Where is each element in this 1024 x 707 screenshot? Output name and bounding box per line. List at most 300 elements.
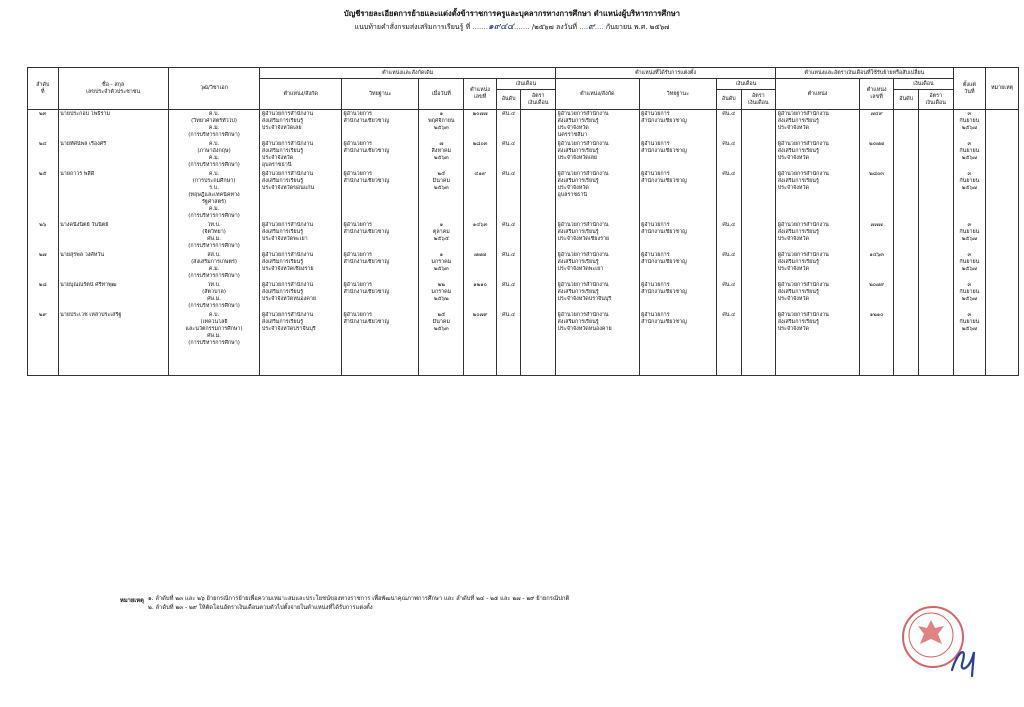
cell-old-grade-line: ศน.๔ [502, 282, 516, 288]
cell-move-position-line: ผู้อำนวยการสำนักงาน [777, 141, 829, 147]
cell-new-rate [741, 281, 776, 311]
cell-old-position-line: ผู้อำนวยการสำนักงาน [261, 171, 314, 177]
cell-degree-line: วท.บ. [207, 222, 221, 228]
cell-name [58, 110, 168, 141]
cell-new-academic-line: ผู้อำนวยการ [641, 282, 670, 288]
cell-move-position-line: ผู้อำนวยการสำนักงาน [777, 222, 829, 228]
cell-no-line: ๒๗ [38, 252, 47, 258]
cell-move-grade [894, 281, 918, 311]
cell-old-pos-no [464, 281, 497, 311]
cell-old-position-line: ประจำจังหวัดพะเยา [261, 236, 308, 242]
cell-old-pos-no-line: ๒๐๗๙ [472, 312, 488, 318]
cell-new-rate [741, 140, 776, 170]
cell-old-pos-no-line: ๑๒๑๐ [473, 282, 487, 288]
cell-old-position-line: ประจำจังหวัดเลย [261, 125, 302, 131]
cell-effective [953, 170, 986, 221]
cell-effective-line: ๓ [967, 111, 972, 117]
cell-old-position-line: ผู้อำนวยการสำนักงาน [261, 111, 314, 117]
cell-new-position-line: ส่งเสริมการเรียนรู้ [557, 178, 599, 184]
cell-move-pos-no-line: ๒๐๗๙ [869, 282, 885, 288]
cell-effective-line: กันยายน [959, 259, 980, 265]
cell-remark [986, 110, 1019, 141]
date-rest: กันยายน พ.ศ. ๒๕๖๗ [605, 23, 670, 31]
cell-old-grade [496, 281, 520, 311]
cell-no [28, 221, 59, 251]
cell-old-pos-no [464, 140, 497, 170]
cell-old-grade [496, 251, 520, 281]
cell-name-line: นายทัศน์พล เรืองศรี [60, 141, 107, 147]
cell-move-grade [894, 251, 918, 281]
cell-effective-line: ๒๕๖๗ [961, 125, 977, 131]
cell-new-position-line: อุบลราชธานี [557, 192, 588, 198]
cell-new-academic-line: สำนักงานเชี่ยวชาญ [641, 118, 687, 124]
cell-new-academic [639, 110, 716, 141]
cell-degree-line: ร.บ. [209, 185, 219, 191]
cell-move-pos-no [859, 311, 894, 376]
cell-new-rate [741, 251, 776, 281]
cell-new-academic-line: ผู้อำนวยการ [641, 222, 670, 228]
header-effective: ตั้งแต่ วันที่ [953, 68, 986, 110]
cell-old-position-line: ประจำจังหวัดขอนแก่น [261, 185, 315, 191]
cell-old-position [260, 221, 342, 251]
header-group-old: ตำแหน่งและสังกัดเดิม [260, 68, 556, 79]
cell-old-since-line: มกราคม [431, 259, 452, 265]
cell-degree-line: ค.ม. [208, 155, 220, 161]
cell-effective-line: กันยายน [959, 118, 980, 124]
order-day: ๙ [588, 22, 595, 32]
cell-new-academic [639, 170, 716, 221]
cell-degree-line: (ทฤษฎีและเทคนิคทาง [188, 192, 240, 198]
cell-old-pos-no-line: ๒๘๐๓ [472, 141, 488, 147]
cell-old-rate [521, 311, 556, 376]
cell-old-pos-no-line: ๒๐๗๗ [472, 111, 488, 117]
cell-old-pos-no [464, 110, 497, 141]
cell-old-since-line: ๒๕๖๕ [433, 236, 449, 242]
cell-old-grade-line: ศน.๔ [502, 222, 516, 228]
header-move-pos-no: ตำแหน่ง เลขที่ [859, 79, 894, 110]
cell-move-pos-no-line: ๒๘๐๓ [869, 171, 884, 177]
cell-effective-line: ๒๕๖๗ [961, 185, 977, 191]
cell-new-grade [717, 251, 741, 281]
cell-old-pos-no [464, 221, 497, 251]
cell-degree-line: (การบริหารการศึกษา) [188, 162, 240, 168]
cell-degree [168, 110, 260, 141]
cell-move-rate [918, 110, 953, 141]
cell-move-rate [918, 140, 953, 170]
cell-new-position-line: ประจำจังหวัดเชียงราย [557, 236, 610, 242]
cell-new-rate [741, 311, 776, 376]
cell-degree-line: (ภาษาอังกฤษ) [197, 148, 231, 154]
cell-old-position-line: ผู้อำนวยการสำนักงาน [261, 282, 314, 288]
cell-new-position-line: ส่งเสริมการเรียนรู้ [557, 148, 599, 154]
header-old-since: เมื่อวันที่ [419, 79, 464, 110]
cell-degree-line: (การบริหารการศึกษา) [188, 213, 240, 219]
cell-degree-line: (สัตวบาล) [202, 289, 226, 295]
cell-new-position-line: ส่งเสริมการเรียนรู้ [557, 259, 599, 265]
cell-move-rate [918, 281, 953, 311]
cell-new-grade [717, 170, 741, 221]
cell-effective-line: ๓ [967, 252, 972, 258]
header-move-grade: อันดับ [894, 90, 918, 110]
cell-new-position-line: ส่งเสริมการเรียนรู้ [557, 289, 599, 295]
cell-degree-line: ค.บ. [208, 312, 220, 318]
header-group-move: ตำแหน่งและอัตราเงินเดือนที่ใช้รับย้ายหรือสับเปลี่ยน [776, 68, 953, 79]
cell-old-since-line: ๒๕๖๓ [433, 266, 449, 272]
cell-effective-line: ๒๕๖๗ [961, 155, 977, 161]
cell-remark [986, 221, 1019, 251]
cell-move-rate [918, 221, 953, 251]
cell-old-academic-line: สำนักงานเชี่ยวชาญ [343, 148, 390, 154]
cell-new-rate [741, 170, 776, 221]
cell-old-academic [341, 140, 418, 170]
cell-new-position [556, 281, 640, 311]
cell-old-academic-line: สำนักงานเชี่ยวชาญ [343, 289, 390, 295]
cell-old-rate [521, 140, 556, 170]
signature [948, 640, 982, 680]
cell-move-position-line: ส่งเสริมการเรียนรู้ [777, 118, 819, 124]
cell-move-pos-no [859, 110, 894, 141]
cell-old-position [260, 281, 342, 311]
cell-old-academic-line: ผู้อำนวยการ [343, 252, 372, 258]
cell-old-position-line: ส่งเสริมการเรียนรู้ [261, 178, 304, 184]
cell-old-since-line: ๒๒ [437, 282, 445, 288]
cell-move-pos-no [859, 140, 894, 170]
cell-effective-line: ๒๕๖๗ [961, 296, 977, 302]
cell-move-position [776, 251, 860, 281]
header-new-rate: อัตรา เงินเดือน [741, 90, 776, 110]
cell-old-grade [496, 311, 520, 376]
cell-old-academic-line: สำนักงานเชี่ยวชาญ [343, 259, 390, 265]
cell-effective-line: ๒๕๖๗ [961, 236, 977, 242]
cell-degree [168, 251, 260, 281]
cell-effective-line: ๓ [967, 171, 972, 177]
cell-name-line: นายประเวช เหล่าประเสริฐ [60, 312, 122, 318]
cell-no [28, 170, 59, 221]
cell-move-position-line: ประจำจังหวัด [777, 155, 809, 161]
cell-move-position [776, 170, 860, 221]
cell-old-academic [341, 281, 418, 311]
cell-no-line: ๒๙ [39, 312, 47, 318]
cell-effective-line: กันยายน [959, 289, 980, 295]
cell-old-since-line: ๑ [439, 252, 444, 258]
table-row [28, 311, 1019, 376]
cell-new-position-line: ผู้อำนวยการสำนักงาน [557, 252, 609, 258]
cell-old-since-line: ตุลาคม [432, 229, 450, 235]
cell-old-pos-no-line: ๗๗๗ [474, 252, 487, 258]
cell-old-academic [341, 251, 418, 281]
cell-old-since [419, 251, 464, 281]
header-old-salary: เงินเดือน [496, 79, 555, 90]
cell-new-academic-line: ผู้อำนวยการ [641, 141, 670, 147]
cell-old-pos-no-line: ๔๑๙ [474, 171, 486, 177]
cell-old-since-line: มีนาคม [432, 319, 451, 325]
cell-move-position-line: ประจำจังหวัด [777, 326, 809, 332]
cell-move-position-line: ประจำจังหวัด [777, 236, 809, 242]
cell-new-academic [639, 221, 716, 251]
cell-new-position-line: ประจำจังหวัด [557, 185, 589, 191]
cell-old-academic [341, 221, 418, 251]
cell-new-position-line: ผู้อำนวยการสำนักงาน [557, 312, 609, 318]
cell-old-position-line: ประจำจังหวัด [261, 155, 294, 161]
cell-new-position-line: ส่งเสริมการเรียนรู้ [557, 118, 599, 124]
cell-move-position-line: ผู้อำนวยการสำนักงาน [777, 171, 829, 177]
cell-old-grade [496, 110, 520, 141]
cell-effective [953, 221, 986, 251]
cell-degree-line: ศษ.ม. [207, 236, 222, 242]
cell-old-academic-line: สำนักงานเชี่ยวชาญ [343, 229, 390, 235]
cell-new-grade-line: ศน.๔ [722, 222, 736, 228]
order-year: /๒๕๖๗ [531, 23, 554, 31]
cell-effective-line: กันยายน [959, 319, 980, 325]
cell-old-position-line: ส่งเสริมการเรียนรู้ [261, 289, 304, 295]
cell-no-line: ๒๖ [39, 222, 47, 228]
cell-new-position [556, 110, 640, 141]
cell-old-academic-line: สำนักงานเชี่ยวชาญ [343, 118, 390, 124]
cell-new-academic-line: ผู้อำนวยการ [641, 312, 670, 318]
cell-new-academic [639, 281, 716, 311]
cell-old-position-line: อุบลราชธานี [261, 162, 292, 168]
cell-degree-line: (วิทยาศาสตร์ทั่วไป) [191, 118, 237, 124]
cell-new-position-line: ผู้อำนวยการสำนักงาน [557, 222, 609, 228]
cell-old-since-line: มกราคม [431, 289, 452, 295]
cell-degree [168, 140, 260, 170]
header-move-rate: อัตรา เงินเดือน [918, 90, 953, 110]
cell-old-grade-line: ศน.๔ [502, 171, 516, 177]
cell-new-position-line: ประจำจังหวัด [557, 125, 589, 131]
cell-move-position-line: ประจำจังหวัด [777, 296, 809, 302]
header-new-position: ตำแหน่ง/สังกัด [556, 79, 640, 110]
note-item-1: ๑. ลำดับที่ ๒๓ และ ๒๖ ย้ายกรณีการย้ายเพื่อความเหมาะสมและประโยชน์ของทางราชการ เพื่อพัฒนาคุณภาพการศึกษา และ ลำดับที่ ๒๔ - ๒๕ และ ๒๗ - ๒๙ ย้ายกรณีปกติ [148, 596, 570, 602]
cell-move-grade [894, 170, 918, 221]
cell-new-position-line: นครราชสีมา [557, 132, 588, 138]
cell-degree-line: สส.บ. [207, 252, 221, 258]
cell-move-position [776, 221, 860, 251]
table-row [28, 251, 1019, 281]
cell-old-since-line: ๒๕๖๓ [433, 155, 449, 161]
cell-no [28, 311, 59, 376]
cell-effective [953, 311, 986, 376]
cell-move-grade [894, 311, 918, 376]
transfer-table [27, 67, 1019, 376]
cell-move-position-line: ส่งเสริมการเรียนรู้ [777, 148, 819, 154]
cell-remark [986, 251, 1019, 281]
cell-old-academic-line: ผู้อำนวยการ [343, 111, 372, 117]
document-title: บัญชีรายละเอียดการย้ายและแต่งตั้งข้าราชการครูและบุคลากรทางการศึกษา ตำแหน่งผู้บริหารการศึกษา [343, 9, 681, 18]
cell-old-since-line: ๒๕๖๒ [434, 296, 449, 302]
header-name: ชื่อ - สกุล เลขประจำตัวประชาชน [58, 68, 168, 110]
cell-degree-line: ศษ.ม. [207, 333, 222, 339]
cell-new-position [556, 311, 640, 376]
cell-move-position [776, 140, 860, 170]
cell-new-academic [639, 311, 716, 376]
cell-degree-line: และนวัตกรรมการศึกษา) [185, 326, 243, 332]
cell-degree-line: ค.ม. [208, 266, 220, 272]
cell-no [28, 110, 59, 141]
cell-old-position-line: ส่งเสริมการเรียนรู้ [261, 259, 304, 265]
cell-move-pos-no-line: ๒๐๗๗ [869, 141, 885, 147]
cell-new-position [556, 221, 640, 251]
cell-old-since-line: ๒๕๖๓ [433, 326, 449, 332]
cell-move-position-line: ส่งเสริมการเรียนรู้ [777, 229, 819, 235]
header-no: ลำดับ ที่ [28, 68, 59, 110]
cell-remark [986, 281, 1019, 311]
cell-degree [168, 170, 260, 221]
cell-new-position-line: ประจำจังหวัดพะเยา [557, 266, 604, 272]
cell-degree-line: (เทคโนโลยี [200, 319, 228, 325]
cell-old-since-line: สิงหาคม [431, 148, 452, 154]
cell-old-position-line: ผู้อำนวยการสำนักงาน [261, 222, 314, 228]
cell-degree-line: ค.บ. [208, 111, 220, 117]
header-old-pos-no: ตำแหน่ง เลขที่ [464, 79, 497, 110]
cell-old-academic-line: ผู้อำนวยการ [343, 222, 372, 228]
cell-degree [168, 281, 260, 311]
cell-new-academic-line: สำนักงานเชี่ยวชาญ [641, 259, 687, 265]
cell-degree-line: ศษ.ม. [207, 296, 222, 302]
cell-old-since-line: ๗ [439, 141, 444, 147]
cell-degree-line: (การบริหารการศึกษา) [188, 132, 240, 138]
cell-effective [953, 140, 986, 170]
cell-degree-line: รัฐศาสตร์) [201, 199, 227, 205]
cell-effective-line: กันยายน [959, 148, 980, 154]
cell-old-pos-no [464, 251, 497, 281]
cell-new-position [556, 251, 640, 281]
cell-old-academic-line: ผู้อำนวยการ [343, 312, 372, 318]
cell-move-position-line: ประจำจังหวัด [777, 185, 809, 191]
header-degree: วุฒิ/วิชาเอก [168, 68, 260, 110]
cell-old-grade [496, 221, 520, 251]
cell-degree-line: (การประถมศึกษา) [192, 178, 236, 184]
cell-new-grade [717, 311, 741, 376]
table-row [28, 221, 1019, 251]
cell-old-since-line: ๑ [439, 222, 444, 228]
cell-name-line: นายถาวร พลีดี [60, 171, 95, 177]
cell-name [58, 170, 168, 221]
cell-degree-line: (การบริหารการศึกษา) [188, 340, 240, 346]
cell-move-position-line: ผู้อำนวยการสำนักงาน [777, 282, 829, 288]
cell-move-pos-no-line: ๑๒๑๐ [869, 312, 884, 318]
cell-new-position-line: ผู้อำนวยการสำนักงาน [557, 141, 609, 147]
cell-no [28, 140, 59, 170]
cell-new-academic-line: ผู้อำนวยการ [641, 111, 670, 117]
cell-effective-line: ๒๕๖๗ [961, 326, 977, 332]
header-new-academic: วิทยฐานะ [639, 79, 716, 110]
cell-effective [953, 110, 986, 141]
note-item-2: ๒. ลำดับที่ ๒๓ - ๒๙ ให้ตัดโอนอัตราเงินเดือนตามตัวไปตั้งจ่ายในตำแหน่งที่ได้รับการแต่งตั้ง [148, 605, 373, 611]
cell-move-rate [918, 311, 953, 376]
cell-no [28, 251, 59, 281]
cell-new-academic-line: สำนักงานเชี่ยวชาญ [641, 229, 687, 235]
cell-old-grade [496, 170, 520, 221]
cell-old-academic [341, 110, 418, 141]
cell-new-position-line: ผู้อำนวยการสำนักงาน [557, 111, 609, 117]
cell-degree-line: ค.บ. [208, 171, 220, 177]
cell-old-since-line: ๒๕ [437, 171, 446, 177]
cell-effective-line: ๓ [967, 282, 972, 288]
cell-old-position [260, 311, 342, 376]
table-row [28, 281, 1019, 311]
cell-move-position-line: ส่งเสริมการเรียนรู้ [777, 289, 819, 295]
cell-old-pos-no [464, 311, 497, 376]
cell-no [28, 281, 59, 311]
cell-no-line: ๒๘ [38, 282, 47, 288]
cell-old-position [260, 110, 342, 141]
cell-new-grade-line: ศน.๔ [722, 312, 736, 318]
cell-move-pos-no [859, 281, 894, 311]
cell-move-pos-no [859, 170, 894, 221]
cell-new-academic-line: ผู้อำนวยการ [641, 171, 670, 177]
cell-remark [986, 170, 1019, 221]
cell-move-grade [894, 140, 918, 170]
cell-new-position-line: ประจำจังหวัดหนองคาย [557, 326, 612, 332]
cell-old-position-line: ส่งเสริมการเรียนรู้ [261, 148, 304, 154]
header-move-position: ตำแหน่ง [776, 79, 860, 110]
cell-old-since [419, 110, 464, 141]
cell-new-academic-line: สำนักงานเชี่ยวชาญ [641, 148, 687, 154]
cell-name [58, 251, 168, 281]
cell-old-position-line: ส่งเสริมการเรียนรู้ [261, 319, 304, 325]
cell-degree-line: ค.ม. [208, 206, 220, 212]
cell-new-position [556, 170, 640, 221]
cell-degree-line: (ส่งเสริมการเกษตร) [191, 259, 238, 265]
cell-new-academic-line: สำนักงานเชี่ยวชาญ [641, 319, 687, 325]
cell-effective-line: กันยายน [959, 229, 980, 235]
cell-old-pos-no-line: ๑๔๖๓ [472, 222, 488, 228]
cell-move-pos-no [859, 221, 894, 251]
cell-no-line: ๒๕ [38, 171, 47, 177]
cell-old-since-line: ๒๕ [437, 312, 446, 318]
cell-move-position-line: ผู้อำนวยการสำนักงาน [777, 252, 829, 258]
cell-name [58, 311, 168, 376]
header-old-academic: วิทยฐานะ [341, 79, 418, 110]
cell-old-since [419, 311, 464, 376]
cell-old-rate [521, 221, 556, 251]
header-old-position: ตำแหน่ง/สังกัด [260, 79, 342, 110]
cell-old-since-line: มีนาคม [432, 178, 451, 184]
cell-degree-line: (การบริหารการศึกษา) [188, 243, 240, 249]
document-subtitle: แนบท้ายคำสั่งกรมส่งเสริมการเรียนรู้ ที่ .......๑๙๔๔....... /๒๕๖๗ ลงวันที่ ....๙.... กันยายน พ.ศ. ๒๕๖๗ [354, 22, 670, 32]
cell-remark [986, 311, 1019, 376]
cell-old-position-line: ประจำจังหวัดหนองคาย [261, 296, 317, 302]
date-label: ลงวันที่ [555, 23, 578, 31]
cell-name [58, 140, 168, 170]
cell-name [58, 281, 168, 311]
subtitle-prefix: แนบท้ายคำสั่งกรมส่งเสริมการเรียนรู้ ที่ [354, 23, 471, 31]
cell-name-line: นางคนึงนิตย์ วันนิตย์ [60, 222, 109, 228]
cell-old-position-line: ประจำจังหวัดเชียงราย [261, 266, 314, 272]
cell-move-position-line: ผู้อำนวยการสำนักงาน [777, 111, 829, 117]
cell-effective-line: ๒๕๖๗ [961, 266, 977, 272]
cell-old-position-line: ผู้อำนวยการสำนักงาน [261, 312, 314, 318]
cell-new-position-line: ประจำจังหวัดปราจีนบุรี [557, 296, 612, 302]
cell-move-rate [918, 251, 953, 281]
cell-degree-line: ค.ม. [208, 125, 220, 131]
header-group-new: ตำแหน่งที่ได้รับการแต่งตั้ง [556, 68, 776, 79]
cell-old-since-line: พฤศจิกายน [428, 118, 455, 124]
cell-new-academic [639, 140, 716, 170]
cell-name-line: นายบุณณรัตน์ ศรีทาพุฒ [60, 282, 117, 288]
cell-name-line: นายสุรพล วงศ์หวัน [60, 252, 105, 258]
cell-new-position-line: ส่งเสริมการเรียนรู้ [557, 319, 599, 325]
cell-old-academic-line: สำนักงานเชี่ยวชาญ [343, 178, 390, 184]
cell-old-position [260, 170, 342, 221]
table-row [28, 170, 1019, 221]
header-new-salary: เงินเดือน [717, 79, 776, 90]
cell-degree-line: วท.บ. [207, 282, 221, 288]
cell-effective-line: ๓ [967, 312, 972, 318]
cell-effective-line: กันยายน [959, 178, 980, 184]
notes [148, 595, 968, 613]
cell-new-position-line: ประจำจังหวัดเลย [557, 155, 598, 161]
